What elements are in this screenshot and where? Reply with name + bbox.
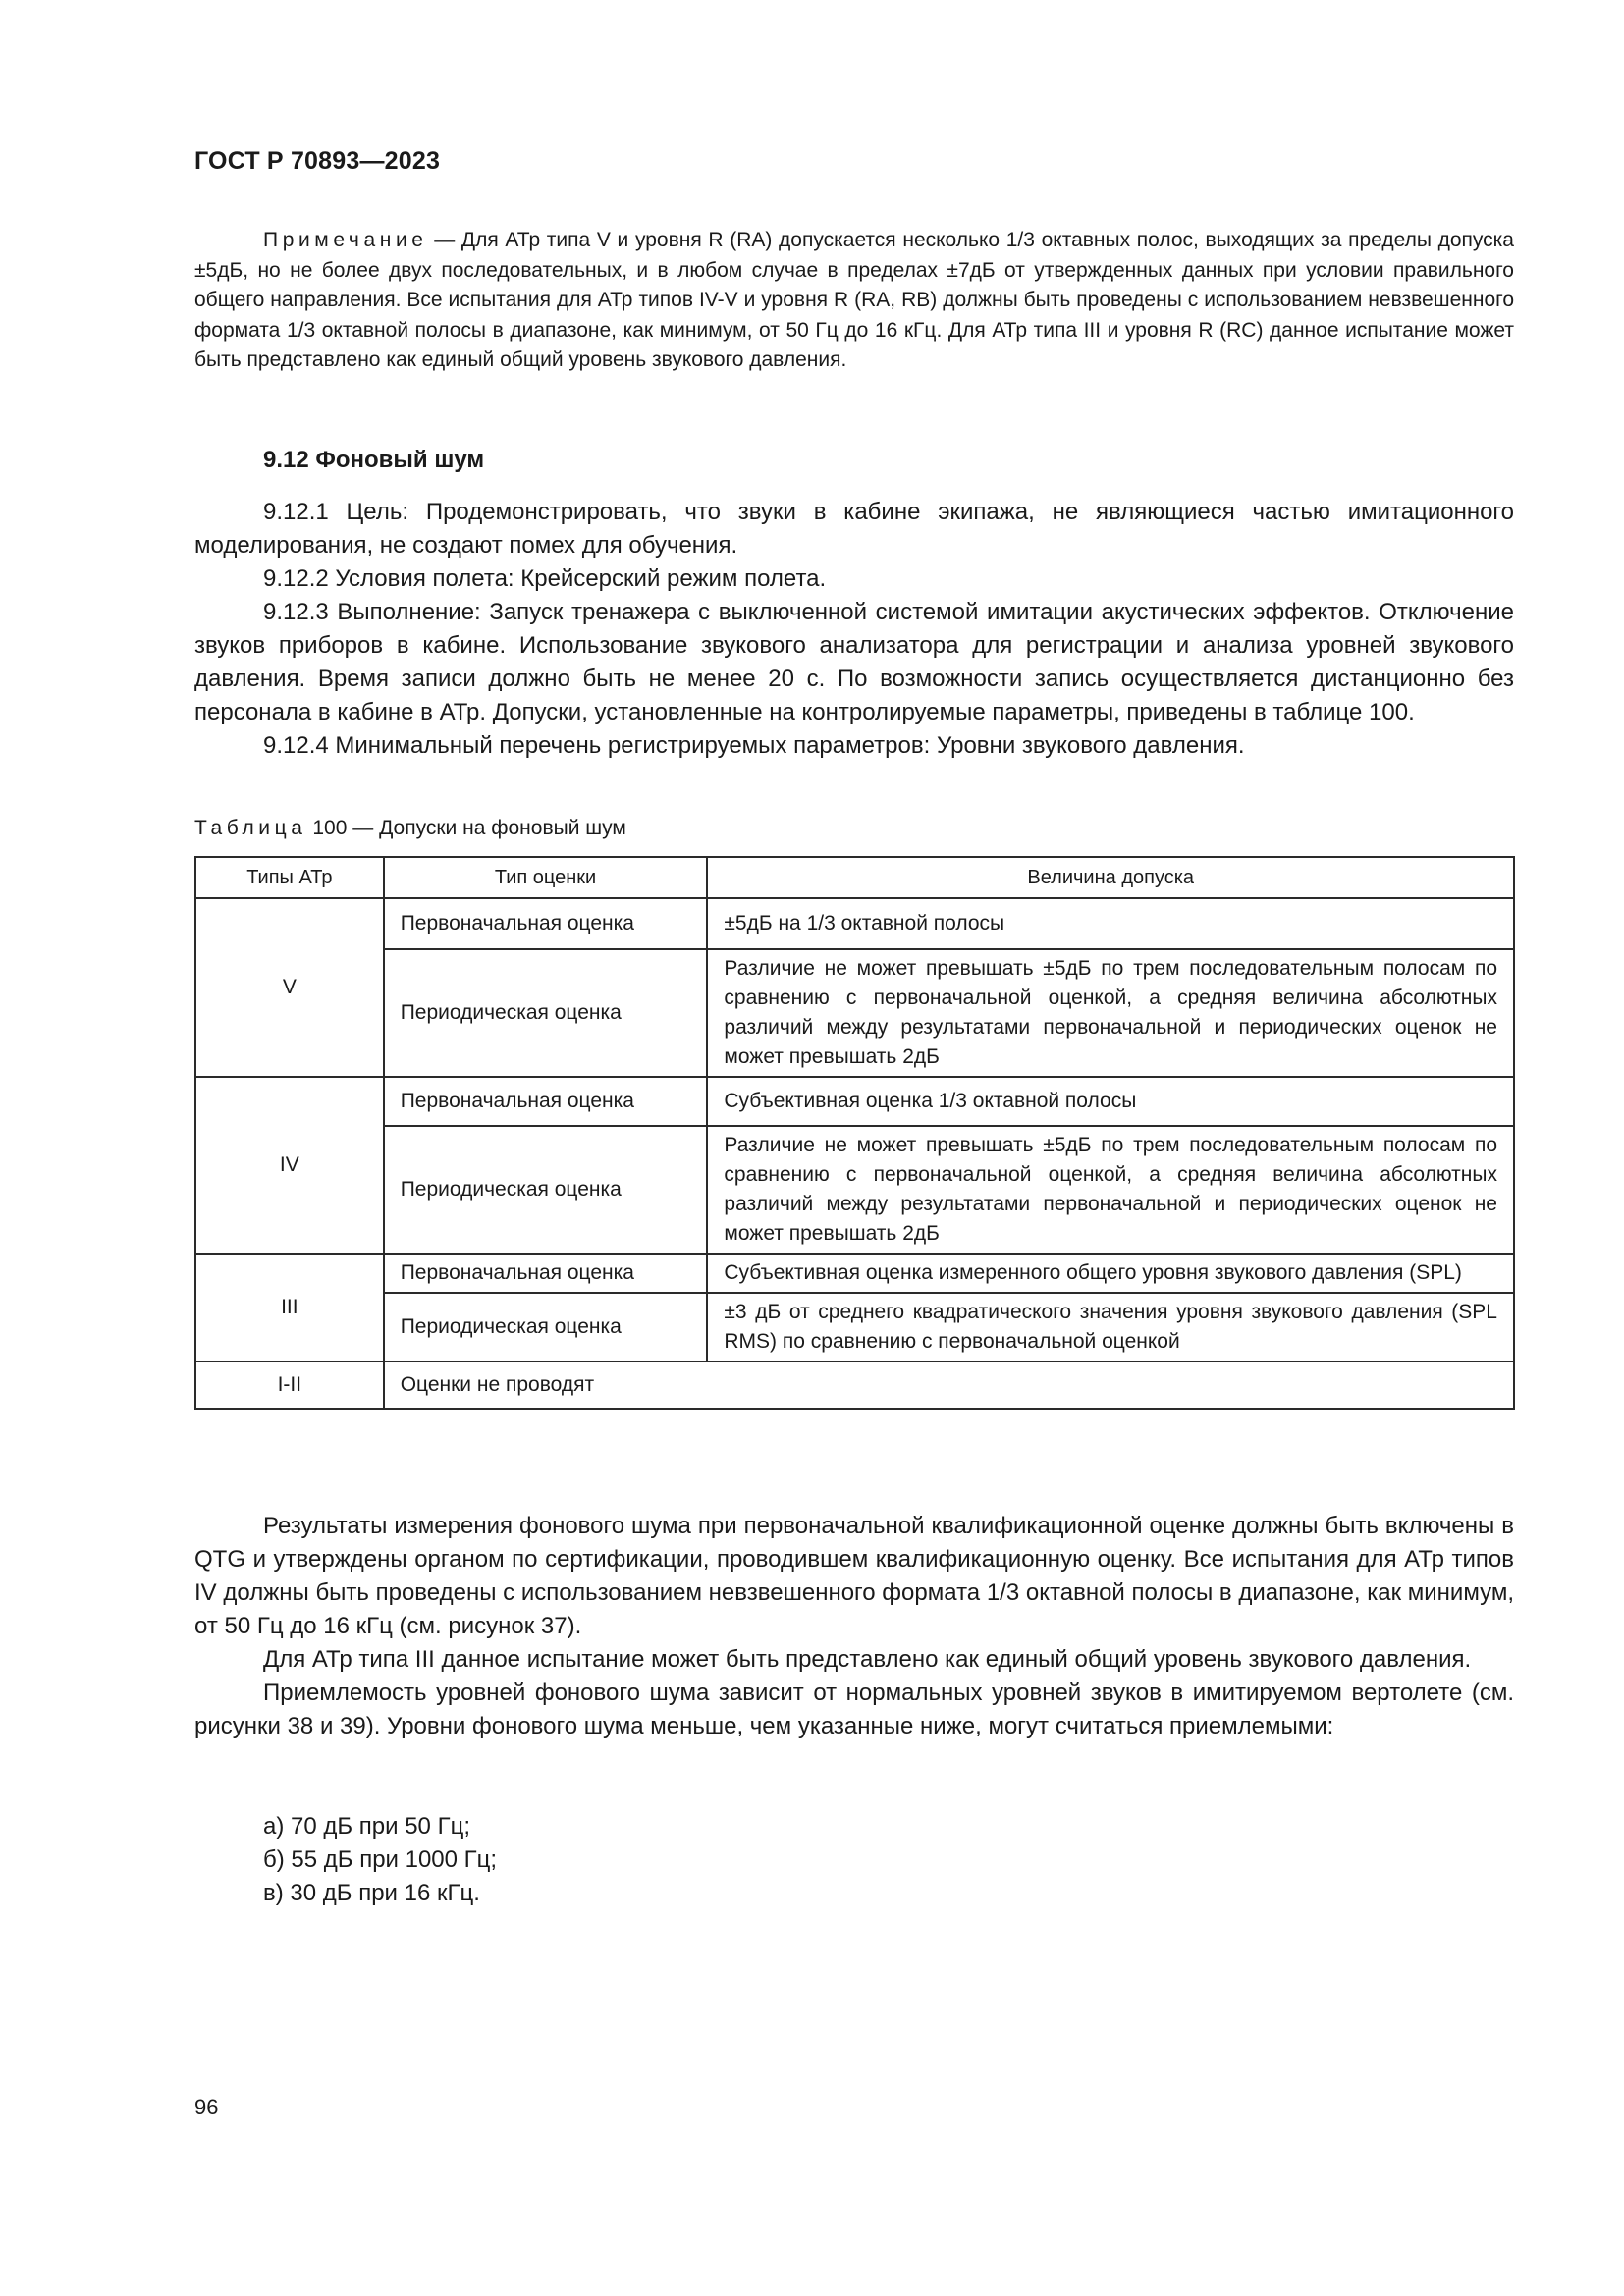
note-block xyxy=(194,226,1514,376)
header-cell-tolerance: Величина допуска xyxy=(707,857,1514,898)
type-cell: V xyxy=(195,898,384,1077)
table-row xyxy=(195,1293,1514,1362)
clause-purpose: 9.12.1 Цель: Продемонстрировать, что звуки в кабине экипажа, не являющиеся частью имитационного моделирования, не создают помех для обучения. xyxy=(194,499,1514,559)
merged-assessment-cell: Оценки не проводят xyxy=(384,1362,1514,1409)
assessment-cell: Периодическая оценка xyxy=(384,1293,708,1362)
post-table-text xyxy=(194,1510,1514,1743)
clause-parameters: 9.12.4 Минимальный перечень регистрируемых параметров: Уровни звукового давления. xyxy=(263,732,1245,759)
table-caption-text: 100 — Допуски на фоновый шум xyxy=(306,817,626,839)
header-cell-assessment: Тип оценки xyxy=(384,857,708,898)
assessment-cell: Периодическая оценка xyxy=(384,1126,708,1254)
assessment-cell: Первоначальная оценка xyxy=(384,1077,708,1126)
tolerance-table xyxy=(194,856,1515,1410)
type-cell: III xyxy=(195,1254,384,1362)
tolerance-cell: Субъективная оценка 1/3 октавной полосы xyxy=(707,1077,1514,1126)
header-cell-types: Типы АТр xyxy=(195,857,384,898)
noise-level-list xyxy=(263,1810,497,1910)
paragraph-acceptability: Приемлемость уровней фонового шума зависит от нормальных уровней звуков в имитируемом вертолете (см. рисунки 38 и 39). Уровни фонового шума меньше, чем указанные ниже, могут считаться приемлемыми: xyxy=(194,1680,1514,1739)
clause-flight-conditions: 9.12.2 Условия полета: Крейсерский режим полета. xyxy=(263,565,827,592)
running-header: ГОСТ Р 70893—2023 xyxy=(194,147,441,175)
type-cell: I-II xyxy=(195,1362,384,1409)
table-row xyxy=(195,1077,1514,1126)
table-row xyxy=(195,1362,1514,1409)
table-row xyxy=(195,1126,1514,1254)
tolerance-cell: ±5дБ на 1/3 октавной полосы xyxy=(707,898,1514,949)
assessment-cell: Первоначальная оценка xyxy=(384,1254,708,1293)
table-caption-label: Таблица xyxy=(194,817,307,839)
table-row xyxy=(195,1254,1514,1293)
table-row xyxy=(195,949,1514,1077)
section-heading: 9.12 Фоновый шум xyxy=(263,447,485,473)
tolerance-cell: Различие не может превышать ±5дБ по трем последовательным полосам по сравнению с первоначальной оценкой, а средняя величина абсолютных различий между результатами первоначальной и периодических оценок не может превышать 2дБ xyxy=(707,949,1514,1077)
paragraph-results: Результаты измерения фонового шума при первоначальной квалификационной оценке должны быть включены в QTG и утверждены органом по сертификации, проводившем квалификационную оценку. Все испытания для АТр типов IV должны быть проведены с использованием невзвешенного формата 1/3 октавной полосы в диапазоне, как минимум, от 50 Гц до 16 кГц (см. рисунок 37). xyxy=(194,1513,1514,1639)
note-paragraph xyxy=(194,226,1514,376)
tolerance-cell: ±3 дБ от среднего квадратического значения уровня звукового давления (SPL RMS) по сравнению с первоначальной оценкой xyxy=(707,1293,1514,1362)
tolerance-cell: Различие не может превышать ±5дБ по трем последовательным полосам по сравнению с первоначальной оценкой, а средняя величина абсолютных различий между результатами первоначальной и периодических оценок не может превышать 2дБ xyxy=(707,1126,1514,1254)
table-header-row xyxy=(195,857,1514,898)
list-item: в) 30 дБ при 16 кГц. xyxy=(263,1880,480,1906)
note-text: — Для АТр типа V и уровня R (RA) допускается несколько 1/3 октавных полос, выходящих за пределы допуска ±5дБ, но не более двух последовательных, и в любом случае в пределах ±7дБ от утвержденных данных при условии правильного общего направления. Все испытания для АТр типов IV-V и уровня R (RA, RB) должны быть проведены с использованием невзвешенного формата 1/3 октавной полосы в диапазоне, как минимум, от 50 Гц до 16 кГц. Для АТр типа III и уровня R (RC) данное испытание может быть представлено как единый общий уровень звукового давления. xyxy=(194,229,1514,371)
tolerance-cell: Субъективная оценка измеренного общего уровня звукового давления (SPL) xyxy=(707,1254,1514,1293)
table-row xyxy=(195,898,1514,949)
note-label: Примечание xyxy=(263,229,428,251)
clause-execution: 9.12.3 Выполнение: Запуск тренажера с выключенной системой имитации акустических эффектов. Отключение звуков приборов в кабине. Использование звукового анализатора для регистрации и анализа уровней звукового давления. Время записи должно быть не менее 20 с. По возможности запись осуществляется дистанционно без персонала в кабине в АТр. Допуски, установленные на контролируемые параметры, приведены в таблице 100. xyxy=(194,599,1514,725)
paragraph-type-iii: Для АТр типа III данное испытание может быть представлено как единый общий уровень звукового давления. xyxy=(263,1646,1472,1673)
type-cell: IV xyxy=(195,1077,384,1254)
list-item: б) 55 дБ при 1000 Гц; xyxy=(263,1846,498,1873)
section-clauses xyxy=(194,496,1514,763)
list-item: а) 70 дБ при 50 Гц; xyxy=(263,1813,470,1840)
page-number: 96 xyxy=(194,2095,219,2119)
assessment-cell: Первоначальная оценка xyxy=(384,898,708,949)
assessment-cell: Периодическая оценка xyxy=(384,949,708,1077)
table-caption xyxy=(194,817,626,840)
